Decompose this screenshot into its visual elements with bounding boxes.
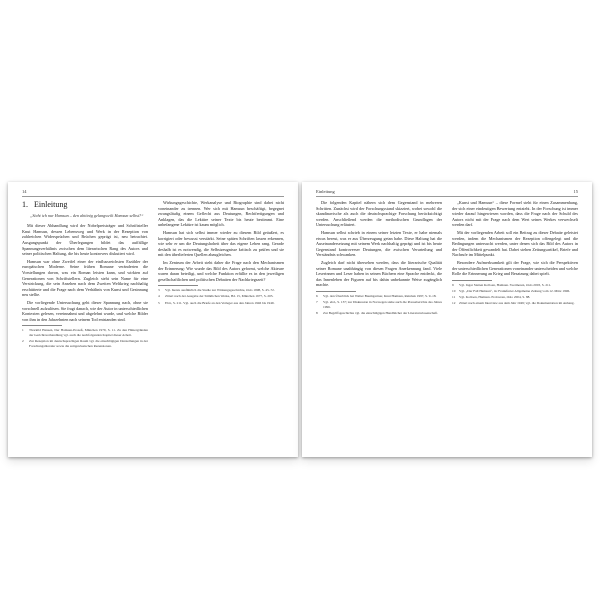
right-page bbox=[302, 182, 592, 457]
footnote-rule bbox=[158, 285, 198, 286]
column-right bbox=[158, 200, 284, 449]
chapter-number: 1. bbox=[22, 200, 28, 209]
page-header bbox=[22, 188, 284, 197]
footnote bbox=[316, 294, 442, 299]
footnote-text: Thorkild Hansen, Der Hamsun-Prozeß, München 1979, S. 11. Zu den Hintergründen der Gerichtsverhandlung vgl. auch die nachfolgenden Kapitel dieser Arbeit. bbox=[29, 328, 148, 337]
footnote-group bbox=[316, 294, 442, 315]
chapter-title: Einleitung bbox=[34, 200, 68, 209]
footnote bbox=[452, 295, 578, 300]
page-header bbox=[316, 188, 578, 197]
body-paragraph: Hamsun selbst schrieb in einem seiner letzten Texte, er habe niemals etwas bereut, was er aus Überzeugung getan habe. Diese Haltung hat die Auseinandersetzung mit seinem Werk nachhaltig geprägt und ist bis heute Gegenstand kontroverser Deutungen, die zwischen Verurteilung und Verständnis schwanken. bbox=[316, 229, 442, 258]
footnote-number: 12 bbox=[452, 301, 456, 305]
footnote-group bbox=[22, 328, 148, 348]
footnote-text: Vgl. „Der Fall Hamsun“, in: Frankfurter Allgemeine Zeitung vom 12. März 1996. bbox=[459, 288, 571, 293]
footnote-text: Vgl. Ingar Sletten Kolloen, Hamsun. Svermeren, Oslo 2003, S. 211. bbox=[459, 282, 552, 287]
footnote bbox=[22, 339, 148, 348]
footnote bbox=[452, 289, 578, 294]
body-paragraph: Besondere Aufmerksamkeit gilt der Frage, wie sich die Perspektiven der unterschiedlichen Generationen voneinander unterscheiden und welche Rolle die Erinnerung an Krieg und Besatzung dabei spielt. bbox=[452, 259, 578, 277]
footnote-number: 6 bbox=[316, 293, 318, 298]
footnote-text: Ebd., S. 211. Vgl. auch die Briefe an den Verleger aus den Jahren 1946 bis 1949. bbox=[165, 300, 275, 305]
body-paragraph: „Kunst und Hamsun“ – diese Formel steht für einen Zusammenhang, der sich einer eindeutigen Bewertung entzieht. In der Forschung ist immer wieder darauf hingewiesen worden, dass die Frage nach der Schuld des Autors nicht mit der Frage nach dem Wert seines Werkes verwechselt werden darf. bbox=[452, 200, 578, 228]
motto-quote: „Sieht ich nur Hamsun – den abtönig gelangweilt Hamsun selbst?“ bbox=[30, 213, 144, 218]
footnote-text: Vgl. ebd., S. 137; zur Diskussion in Norwegen siehe auch die Presseberichte des Jahres 1996. bbox=[323, 300, 442, 309]
footnote-rule bbox=[452, 280, 492, 281]
chapter-heading bbox=[22, 200, 148, 210]
footnote-number: 9 bbox=[452, 282, 454, 287]
page-number: 14 bbox=[22, 189, 27, 194]
column-right bbox=[452, 200, 578, 449]
footnote-number: 3 bbox=[158, 288, 160, 293]
footnote bbox=[158, 288, 284, 293]
footnote-text: Zur Rezeption im deutschsprachigen Raum vgl. die einschlägigen Darstellungen in der Forschungsliteratur sowie die zeitgenössischen Rezensionen. bbox=[29, 338, 148, 348]
footnote-number: 4 bbox=[158, 294, 160, 299]
body-paragraph: Zugleich darf nicht übersehen werden, dass die literarische Qualität seiner Romane unabhängig von diesen Fragen Anerkennung fand. Viele Leserinnen und Leser haben in seinen Büchern eine Sprache entdeckt, die das Innenleben der Figuren auf bis dahin unbekannte Weise zugänglich machte. bbox=[316, 259, 442, 288]
footnote-number: 1 bbox=[22, 328, 24, 333]
footnote bbox=[452, 301, 578, 306]
paragraph-group bbox=[158, 200, 284, 282]
footnote-text: Vgl. Kolloen, Hamsun. Erobreren, Oslo 2004, S. 88. bbox=[459, 294, 531, 299]
body-paragraph: Im Zentrum der Arbeit steht daher die Frage nach den Mechanismen der Erinnerung: Wie wurde das Bild des Autors geformt, welche Akteure waren daran beteiligt, und welche Funktion erfüllte es in den jeweiligen gesellschaftlichen und politischen Debatten der Nachkriegszeit? bbox=[158, 259, 284, 282]
footnote-text: Zitiert nach der Ausgabe der Sämtlichen Werke, Bd. 15, München 1977, S. 203. bbox=[165, 294, 274, 299]
running-title-left: Einleitung bbox=[316, 189, 335, 194]
footnote bbox=[22, 328, 148, 337]
page-columns bbox=[316, 200, 578, 449]
footnote-number: 7 bbox=[316, 300, 318, 304]
left-page bbox=[8, 182, 298, 457]
footnote-text: Zur Begriffsgeschichte vgl. die einschlägigen Handbücher der Literaturwissenschaft. bbox=[323, 310, 439, 315]
footnote bbox=[452, 283, 578, 288]
footnote-number: 11 bbox=[452, 294, 456, 299]
footnote bbox=[158, 294, 284, 299]
body-paragraph: Die folgenden Kapitel nähern sich dem Gegenstand in mehreren Schritten. Zunächst wird der Forschungsstand skizziert, wobei sowohl die skandinavische als auch die deutschsprachige Forschung berücksichtigt werden. Anschließend werden die methodischen Grundlagen der Untersuchung erläutert. bbox=[316, 200, 442, 228]
footnote-group bbox=[452, 283, 578, 306]
body-paragraph: Mit der vorliegenden Arbeit soll ein Beitrag zu dieser Debatte geleistet werden, indem die Mechanismen der Rezeption offengelegt und die Bedingungen untersucht werden, unter denen sich das Bild des Autors in der Öffentlichkeit gewandelt hat. Dabei stehen Zeitungsartikel, Briefe und Nachrufe im Mittelpunkt. bbox=[452, 229, 578, 258]
body-paragraph: Wirkungsgeschichte, Werkanalyse und Biographie sind dabei nicht voneinander zu trennen. Wer sich mit Hamsun beschäftigt, begegnet zwangsläufig einem Geflecht aus Deutungen, Rechtfertigungen und Anklagen, das die Lektüre seiner Texte bis heute bestimmt. Eine unbefangene Lektüre ist kaum möglich. bbox=[158, 200, 284, 228]
footnote bbox=[158, 301, 284, 306]
column-left bbox=[316, 200, 442, 449]
footnote bbox=[316, 311, 442, 316]
body-paragraph: Hamsun hat sich selbst immer wieder zu diesem Bild geäußert, es korrigiert oder bewusst verstärkt. Seine späten Schriften lassen erkennen, wie sehr er um die Deutungshoheit über das eigene Leben rang. Gerade deshalb ist es notwendig, die Selbstzeugnisse kritisch zu prüfen und sie mit den überlieferten Quellen abzugleichen. bbox=[158, 229, 284, 258]
page-number: 15 bbox=[573, 189, 578, 194]
footnote-number: 10 bbox=[452, 288, 456, 293]
body-paragraph: Hamsun war ohne Zweifel einer der einflussreichsten Erzähler der europäischen Moderne. Seine frühen Romane veränderten die Vorstellungen davon, was ein Roman leisten kann, und wirkten auf Generationen von Schriftstellern. Zugleich steht sein Name für eine Verstrickung, die sein Ansehen nach dem Zweiten Weltkrieg nachhaltig erschütterte und die Frage nach dem Verhältnis von Kunst und Gesinnung neu stellte. bbox=[22, 258, 148, 298]
column-left bbox=[22, 200, 148, 449]
body-paragraph: Mit dieser Abhandlung wird der Nobelpreisträger und Schriftsteller Knut Hamsun, dessen Lebensweg und Werk in der Rezeption von zahlreichen Widersprüchen und Brüchen geprägt ist, neu betrachtet. Ausgangspunkt der Überlegungen bildet das auffällige Spannungsverhältnis zwischen dem literarischen Rang des Autors und seiner politischen Haltung, die bis heute kontrovers diskutiert wird. bbox=[22, 223, 148, 257]
paragraph-group bbox=[316, 200, 442, 288]
paragraph-group bbox=[22, 223, 148, 322]
footnote-text: Zitiert nach einem Interview aus dem Jahr 1949; vgl. die Dokumentation im Anhang. bbox=[459, 301, 575, 305]
footnote-number: 5 bbox=[158, 300, 160, 305]
footnote-text: Vgl. hierzu ausführlich die Studie zur Wirkungsgeschichte, Oslo 1998, S. 45–72. bbox=[165, 288, 275, 293]
footnote-rule bbox=[22, 325, 62, 326]
footnote bbox=[316, 300, 442, 309]
page-columns bbox=[22, 200, 284, 449]
footnote-number: 2 bbox=[22, 338, 24, 343]
paragraph-group bbox=[452, 200, 578, 277]
footnote-number: 8 bbox=[316, 310, 318, 315]
footnote-group bbox=[158, 288, 284, 305]
footnote-text: Vgl. den Überblick bei Walter Baumgartner, Knut Hamsun, Reinbek 1997, S. 9–18. bbox=[323, 293, 437, 298]
body-paragraph: Die vorliegende Untersuchung geht dieser Spannung nach, ohne sie vorschnell aufzulösen. Sie fragt danach, wie der Autor in unterschiedlichen Kontexten gelesen, vereinnahmt und abgelehnt wurde, und welche Bilder von ihm in den Jahrzehnten nach seinem Tod entstanden sind. bbox=[22, 299, 148, 322]
footnote-rule bbox=[316, 291, 356, 292]
